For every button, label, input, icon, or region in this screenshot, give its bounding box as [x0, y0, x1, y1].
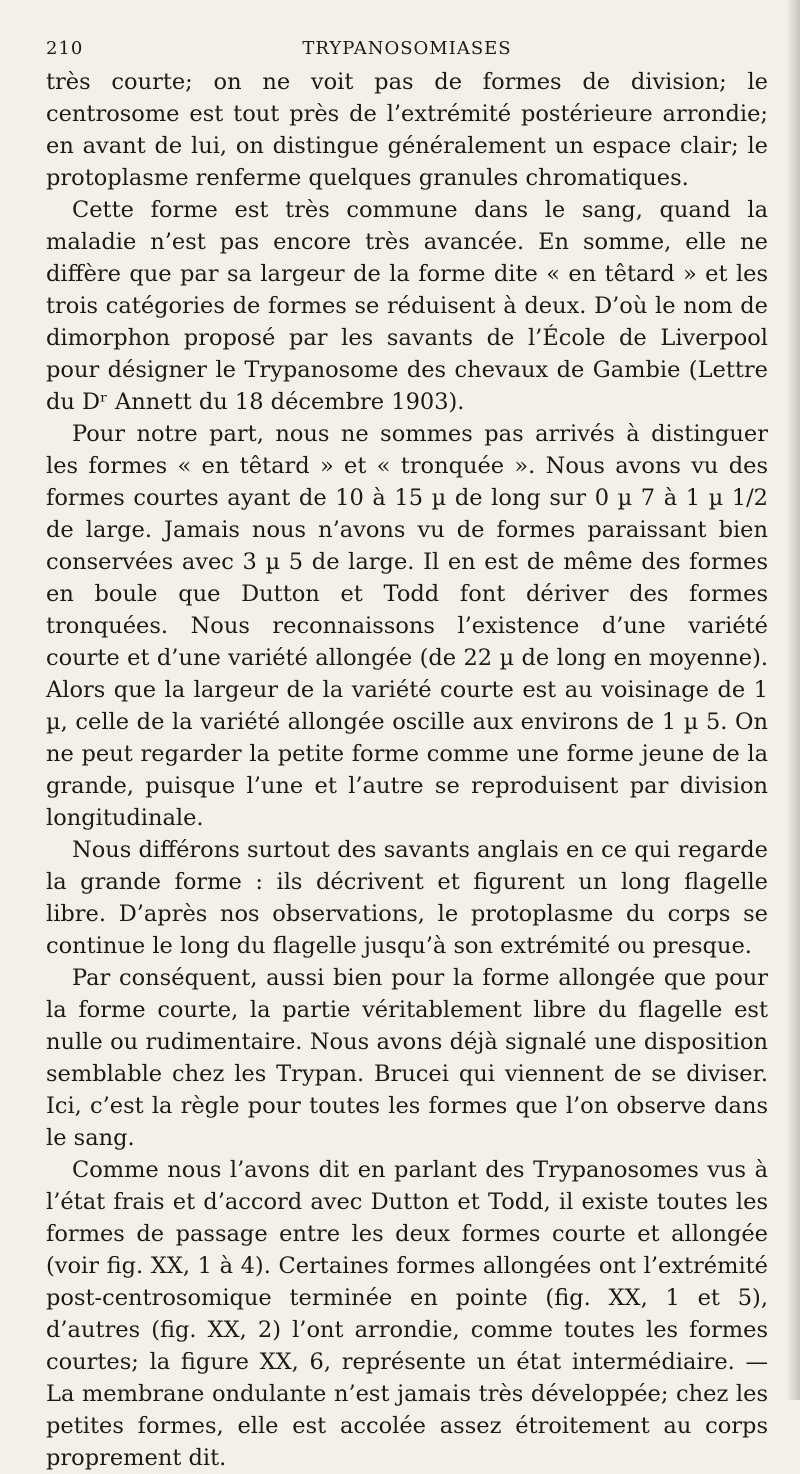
paragraph-4: Nous différons surtout des savants anglais en ce qui regarde la grande forme : ils décrivent et figurent un long flagelle libre. D’après nos observations, le protoplasme du corps se continue le long du flagelle jusqu’à son extrémité ou presque.	[46, 837, 768, 959]
paragraph-6: Comme nous l’avons dit en parlant des Trypanosomes vus à l’état frais et d’accord avec Dutton et Todd, il existe toutes les formes de passage entre les deux formes courte et allongée (voir fig. XX, 1 à 4). Certaines formes allongées ont l’extrémité post-centrosomique terminée en pointe (fig. XX, 1 et 5), d’autres (fig. XX, 2) l’ont arrondie, comme toutes les formes courtes; la figure XX, 6, représente un état intermédiaire. — La membrane ondulante n’est jamais très développée; chez les petites formes, elle est accolée assez étroitement au corps proprement dit.	[46, 1157, 768, 1471]
paragraph-3: Pour notre part, nous ne sommes pas arrivés à distinguer les formes « en têtard » et « tronquée ». Nous avons vu des formes courtes ayant de 10 à 15 µ de long sur 0 µ 7 à 1 µ 1/2 de large. Jamais nous n’avons vu de formes paraissant bien conservées avec 3 µ 5 de large. Il en est de même des formes en boule que Dutton et Todd font dériver des formes tronquées. Nous reconnaissons l’existence d’une variété courte et d’une variété allongée (de 22 µ de long en moyenne). Alors que la largeur de la variété courte est au voisinage de 1 µ, celle de la variété allongée oscille aux environs de 1 µ 5. On ne peut regarder la petite forme comme une forme jeune de la grande, puisque l’une et l’autre se reproduisent par division longitudinale.	[46, 421, 768, 831]
page-edge-shadow	[786, 0, 800, 1400]
page-header	[46, 30, 768, 66]
body-text	[46, 66, 768, 1474]
running-head: TRYPANOSOMIASES	[302, 38, 512, 59]
paragraph-1: très courte; on ne voit pas de formes de division; le centrosome est tout près de l’extrémité postérieure arrondie; en avant de lui, on distingue généralement un espace clair; le protoplasme renferme quelques granules chromatiques.	[46, 69, 768, 191]
paragraph-2: Cette forme est très commune dans le sang, quand la maladie n’est pas encore très avancée. En somme, elle ne diffère que par sa largeur de la forme dite « en têtard » et les trois catégories de formes se réduisent à deux. D’où le nom de dimorphon proposé par les savants de l’École de Liverpool pour désigner le Trypanosome des chevaux de Gambie (Lettre du Dʳ Annett du 18 décembre 1903).	[46, 197, 768, 415]
book-page	[46, 30, 768, 1471]
page-number: 210	[46, 38, 84, 59]
paragraph-5: Par conséquent, aussi bien pour la forme allongée que pour la forme courte, la partie véritablement libre du flagelle est nulle ou rudimentaire. Nous avons déjà signalé une disposition semblable chez les Trypan. Brucei qui viennent de se diviser. Ici, c’est la règle pour toutes les formes que l’on observe dans le sang.	[46, 965, 768, 1151]
